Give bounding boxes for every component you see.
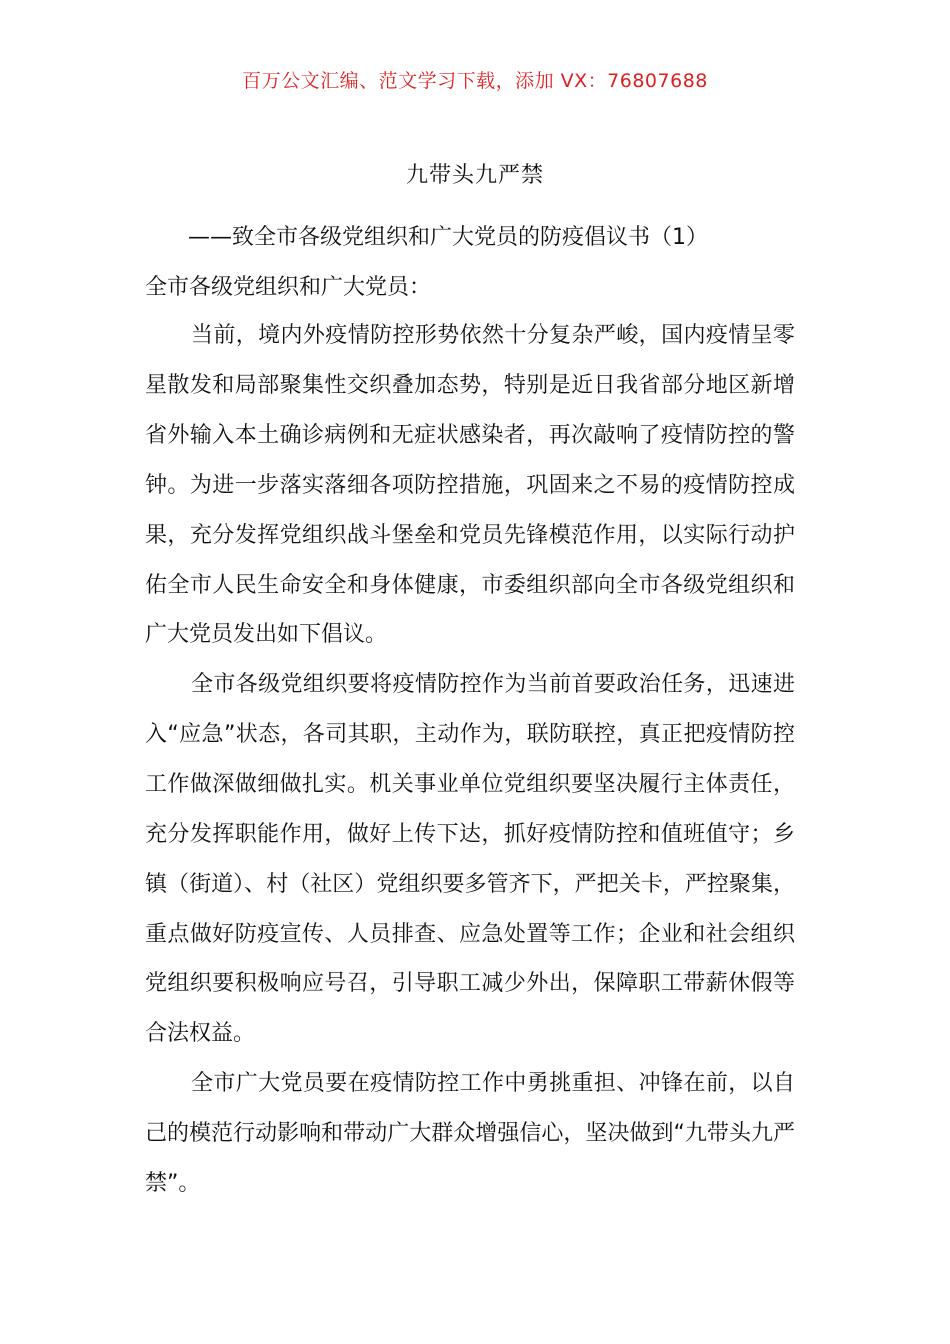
paragraph-3: 全市广大党员要在疫情防控工作中勇挑重担、冲锋在前，以自己的模范行动影响和带动广大群众增强信心，坚决做到“九带头九严禁”。: [145, 1071, 795, 1196]
document-title: 九带头九严禁: [405, 163, 544, 188]
salutation: 全市各级党组织和广大党员：: [145, 275, 432, 300]
paragraph-2: 全市各级党组织要将疫情防控作为当前首要政治任务，迅速进入“应急”状态，各司其职，主动作为，联防联控，真正把疫情防控工作做深做细做扎实。机关事业单位党组织要坚决履行主体责任，充分发挥职能作用，做好上传下达，抓好疫情防控和值班值守；乡镇（街道）、村（社区）党组织要多管齐下，严把关卡，严控聚集，重点做好防疫宣传、人员排查、应急处置等工作；企业和社会组织党组织要积极响应号召，引导职工减少外出，保障职工带薪休假等合法权益。: [145, 672, 795, 1047]
paragraph-1: 当前，境内外疫情防控形势依然十分复杂严峻，国内疫情呈零星散发和局部聚集性交织叠加态势，特别是近日我省部分地区新增省外输入本土确诊病例和无症状感染者，再次敲响了疫情防控的警钟。为进一步落实落细各项防控措施，巩固来之不易的疫情防控成果，充分发挥党组织战斗堡垒和党员先锋模范作用，以实际行动护佑全市人民生命安全和身体健康，市委组织部向全市各级党组织和广大党员发出如下倡议。: [145, 323, 795, 648]
document-subtitle: ——致全市各级党组织和广大党员的防疫倡议书（1）: [188, 225, 708, 250]
header-download-note: 百万公文汇编、范文学习下载，添加 VX：76807688: [242, 70, 708, 92]
